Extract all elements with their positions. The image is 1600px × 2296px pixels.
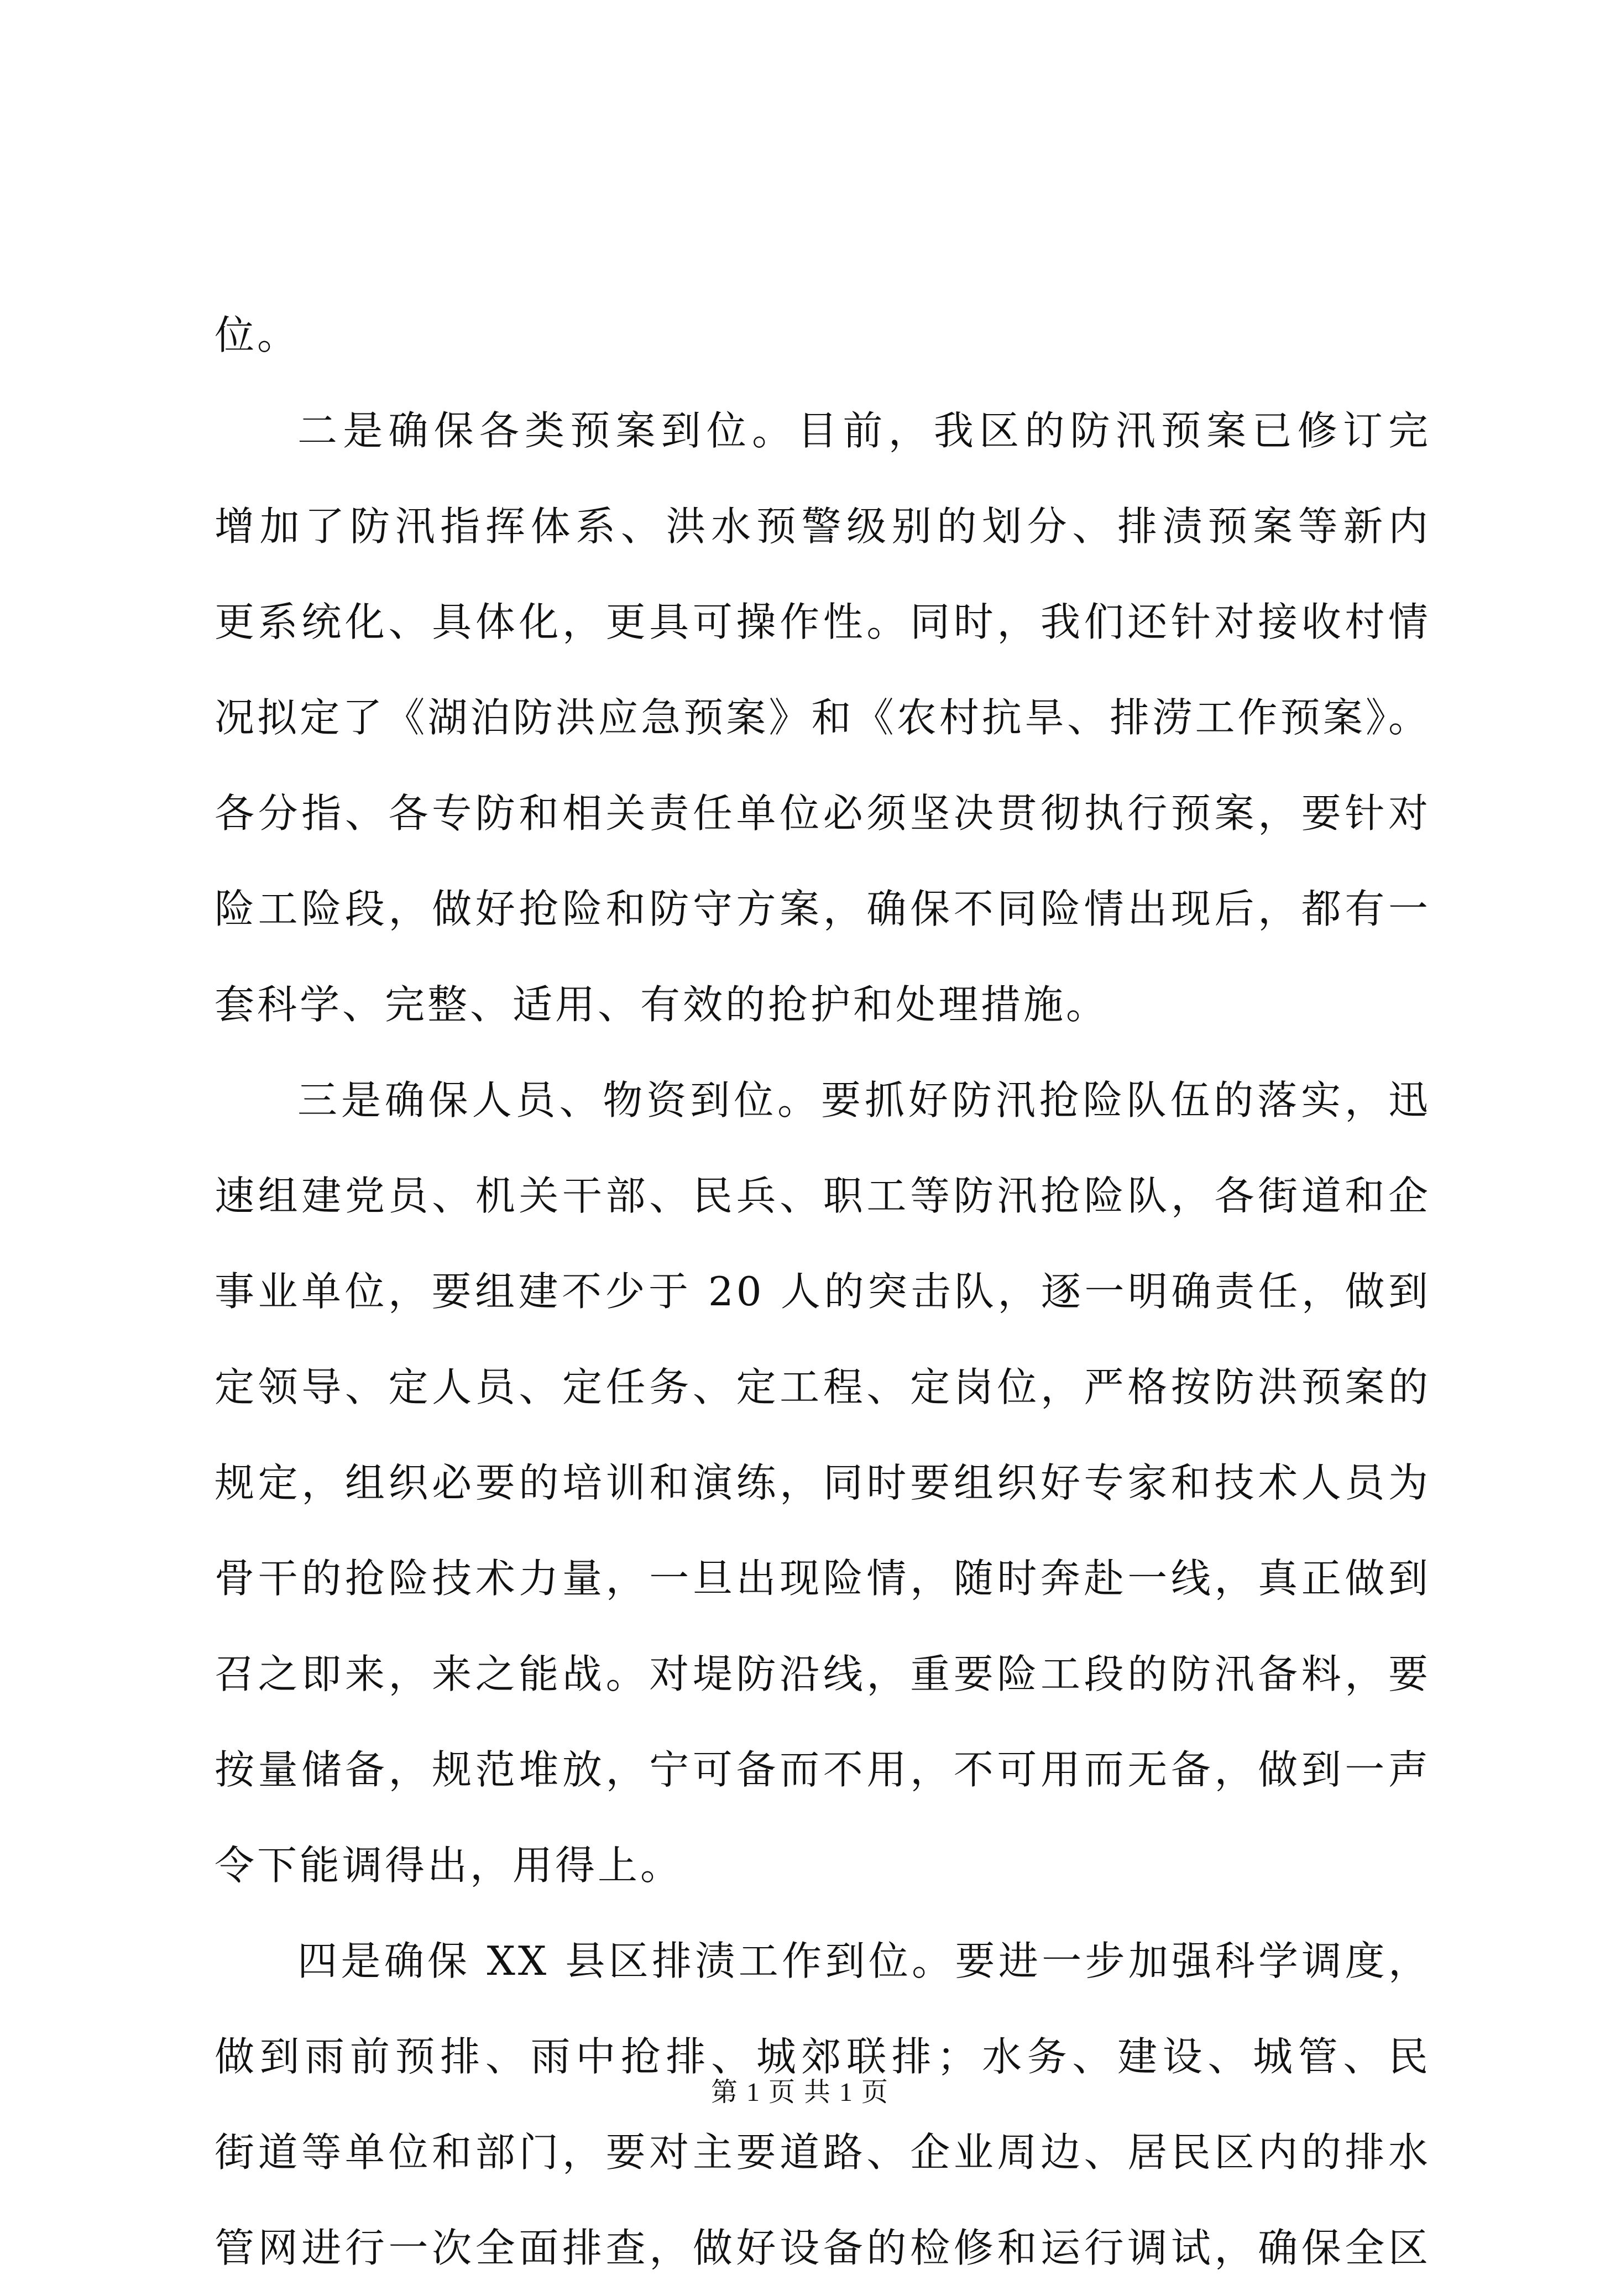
- text-line: 定领导、定人员、定任务、定工程、定岗位，严格按防洪预案的: [215, 1364, 1431, 1410]
- text-line: 二是确保各类预案到位。目前，我区的防汛预案已修订完: [297, 407, 1431, 454]
- text-line: 三是确保人员、物资到位。要抓好防汛抢险队伍的落实，迅: [297, 1077, 1431, 1123]
- text-line: 按量储备，规范堆放，宁可备而不用，不可用而无备，做到一声: [215, 1746, 1431, 1793]
- text-line: 街道等单位和部门，要对主要道路、企业周边、居民区内的排水: [215, 2129, 1431, 2175]
- document-body: [215, 287, 1431, 2296]
- text-line: 套科学、完整、适用、有效的抢护和处理措施。: [215, 981, 1109, 1028]
- page-footer: 第 1 页 共 1 页: [710, 2078, 889, 2107]
- text-line: 骨干的抢险技术力量，一旦出现险情，随时奔赴一线，真正做到: [215, 1555, 1431, 1602]
- text-line: 位。: [215, 312, 300, 358]
- text-line: 速组建党员、机关干部、民兵、职工等防汛抢险队，各街道和企: [215, 1173, 1431, 1219]
- text-line: 管网进行一次全面排查，做好设备的检修和运行调试，确保全区: [215, 2225, 1431, 2271]
- text-line: 况拟定了《湖泊防洪应急预案》和《农村抗旱、排涝工作预案》。: [215, 694, 1431, 741]
- text-line: 召之即来，来之能战。对堤防沿线，重要险工段的防汛备料，要: [215, 1651, 1431, 1697]
- text-line: 增加了防汛指挥体系、洪水预警级别的划分、排渍预案等新内: [215, 503, 1431, 550]
- text-line: 更系统化、具体化，更具可操作性。同时，我们还针对接收村情: [215, 599, 1431, 645]
- text-line: 各分指、各专防和相关责任单位必须坚决贯彻执行预案，要针对: [215, 790, 1431, 836]
- text-line: 规定，组织必要的培训和演练，同时要组织好专家和技术人员为: [215, 1460, 1431, 1506]
- text-line: 事业单位，要组建不少于 20 人的突击队，逐一明确责任，做到: [215, 1268, 1431, 1315]
- text-line: 四是确保 XX 县区排渍工作到位。要进一步加强科学调度，: [297, 1938, 1431, 1984]
- text-line: 令下能调得出，用得上。: [215, 1842, 683, 1889]
- text-line: 做到雨前预排、雨中抢排、城郊联排；水务、建设、城管、民: [215, 2033, 1431, 2080]
- text-line: 险工险段，做好抢险和防守方案，确保不同险情出现后，都有一: [215, 886, 1431, 932]
